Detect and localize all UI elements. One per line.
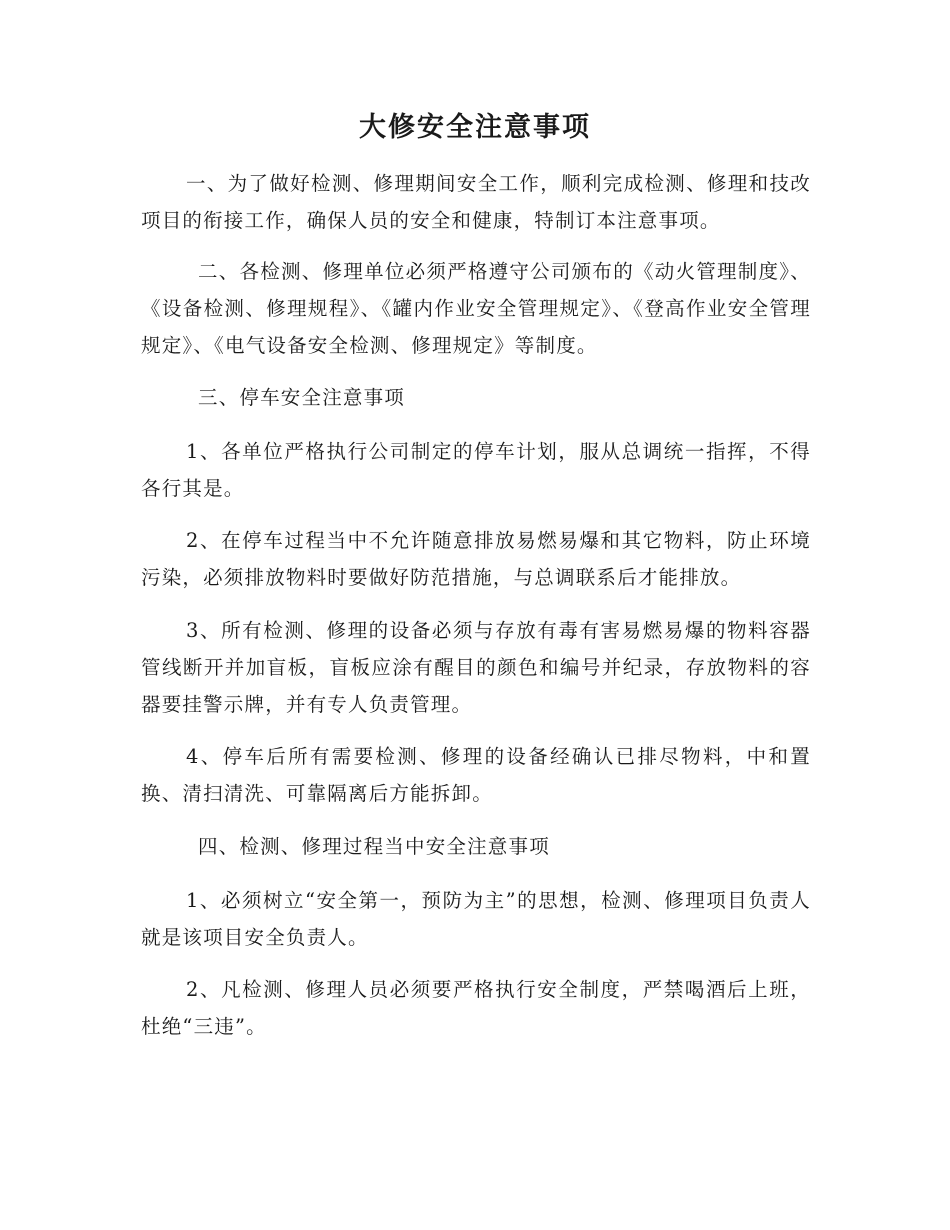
paragraph-maintenance-1: 1、必须树立“安全第一，预防为主”的思想，检测、修理项目负责人就是该项目安全负责人。: [141, 889, 811, 949]
paragraph-shutdown-3: 3、所有检测、修理的设备必须与存放有毒有害易燃易爆的物料容器管线断开并加盲板，盲板应涂有醒目的颜色和编号并纪录，存放物料的容器要挂警示牌，并有专人负责管理。: [141, 619, 811, 716]
paragraph-shutdown-2: 2、在停车过程当中不允许随意排放易燃易爆和其它物料，防止环境污染，必须排放物料时要做好防范措施，与总调联系后才能排放。: [141, 529, 811, 589]
document-title: 大修安全注意事项: [359, 112, 591, 143]
section-heading-shutdown: 三、停车安全注意事项: [198, 386, 406, 409]
paragraph-shutdown-4: 4、停车后所有需要检测、修理的设备经确认已排尽物料，中和置换、清扫清洗、可靠隔离后方能拆卸。: [141, 745, 811, 805]
section-heading-maintenance: 四、检测、修理过程当中安全注意事项: [198, 835, 550, 858]
paragraph-regulations: 二、各检测、修理单位必须严格遵守公司颁布的《动火管理制度》、《设备检测、修理规程》、《罐内作业安全管理规定》、《登高作业安全管理规定》、《电气设备安全检测、修理规定》等制度。: [141, 260, 811, 357]
paragraph-maintenance-2: 2、凡检测、修理人员必须要严格执行安全制度，严禁喝酒后上班，杜绝“三违”。: [141, 978, 811, 1038]
paragraph-shutdown-1: 1、各单位严格执行公司制定的停车计划，服从总调统一指挥，不得各行其是。: [141, 440, 811, 500]
paragraph-purpose: 一、为了做好检测、修理期间安全工作，顺利完成检测、修理和技改项目的衔接工作，确保人员的安全和健康，特制订本注意事项。: [141, 172, 811, 232]
